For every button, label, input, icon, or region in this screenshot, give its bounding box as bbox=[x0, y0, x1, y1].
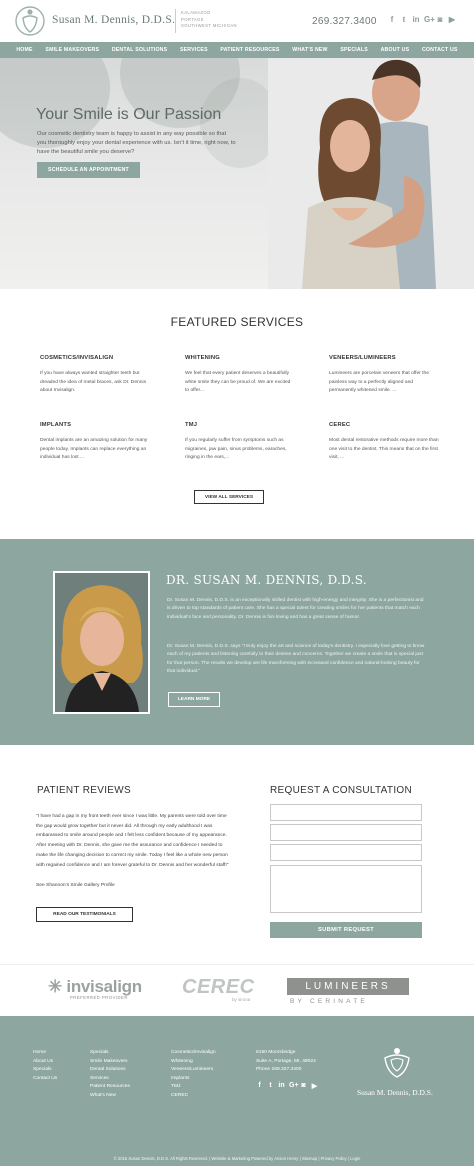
invisalign-subtitle: PREFERRED PROVIDER bbox=[70, 995, 128, 1000]
email-field[interactable] bbox=[270, 824, 422, 841]
tooth-heart-logo-icon[interactable] bbox=[14, 4, 46, 38]
service-title[interactable]: TMJ bbox=[185, 422, 198, 428]
view-all-services-button[interactable]: VIEW ALL SERVICES bbox=[194, 490, 264, 504]
nav-specials[interactable]: SPECIALS bbox=[340, 47, 368, 53]
smile-gallery-link[interactable]: See Shannon's Smile Gallery Profile bbox=[36, 883, 115, 888]
footer-logo-icon[interactable] bbox=[380, 1044, 414, 1080]
address-line: Suite A, Portage, MI, 49024 bbox=[256, 1058, 316, 1064]
footer-link[interactable]: Smile Makeovers bbox=[90, 1058, 128, 1064]
footer-link[interactable]: What's New bbox=[90, 1092, 116, 1098]
youtube-icon[interactable]: ▶ bbox=[311, 1083, 318, 1090]
service-title[interactable]: CEREC bbox=[329, 422, 351, 428]
footer-link[interactable]: Cosmetics/Invisalign bbox=[171, 1050, 216, 1055]
lumineers-logo[interactable]: LUMINEERS bbox=[287, 978, 409, 995]
locations-list bbox=[181, 10, 237, 30]
linkedin-icon[interactable]: in bbox=[278, 1082, 285, 1089]
header-divider bbox=[175, 9, 176, 33]
review-quote: "I have had a gap in my front teeth ever since I was little. My parents were told over time the gap would grow together but it never did. All through my early adulthood I was embarassed to smile around people and I felt less confident because of my appearance. After meeting with Dr. Dennis, she gave me the assurance and confidence I needed to make the life changing decision to correct my smile. Today I feel like a whole new person with regained confidence and I am forever grateful to Dr. Dennis and her wonderful staff!" bbox=[36, 814, 229, 868]
patient-reviews-title: PATIENT REVIEWS bbox=[37, 785, 131, 796]
copyright-text: © 2015 Susan Dennis, D.D.S. All Rights Reserved. | Website & Marketing Powered by Anson Henry | Sitemap | Privacy Policy | Login bbox=[113, 1156, 361, 1161]
nav-home[interactable]: HOME bbox=[16, 47, 33, 53]
youtube-icon[interactable]: ▶ bbox=[448, 15, 456, 24]
footer-link[interactable]: CEREC bbox=[171, 1092, 189, 1098]
facebook-icon[interactable]: f bbox=[258, 1082, 261, 1089]
nav-dental-solutions[interactable]: DENTAL SOLUTIONS bbox=[111, 47, 168, 53]
site-footer bbox=[0, 1016, 474, 1166]
partner-logos bbox=[0, 964, 474, 1016]
doctor-bio-1: Dr. Susan M. Dennis, D.D.S. is an exceptionally skilled dentist with high-energy and integrity. She is a perfectionist and is driven to top standards of patient care. She has a special talent for creating smiles for her patients that match each individual's face and personality. Dr. Dennis is fun-loving and has a great sense of humor. bbox=[167, 598, 424, 620]
service-text: If you regularly suffer from symptoms such as migraines, jaw pain, sinus problems, earaches, ringing in the ears,... bbox=[185, 438, 287, 460]
footer-link[interactable]: Contact Us bbox=[33, 1075, 58, 1081]
address-line[interactable]: Phone 269.327.3400 bbox=[256, 1067, 302, 1073]
service-text: Lumineers are porcelain veneers that offer the painless way to a perfectly aligned and permanently whitened smile. ... bbox=[329, 371, 429, 393]
social-links bbox=[388, 15, 456, 24]
service-title[interactable]: COSMETICS/INVISALIGN bbox=[40, 355, 114, 361]
nav-smile-makeovers[interactable]: SMILE MAKEOVERS bbox=[45, 47, 100, 53]
footer-link[interactable]: Implants bbox=[171, 1075, 190, 1081]
service-text: We feel that every patient deserves a beautifully white smile they can be proud of. We are excited to offer... bbox=[185, 371, 291, 393]
google-plus-icon[interactable]: G+ bbox=[289, 1082, 299, 1089]
nav-about-us[interactable]: ABOUT US bbox=[380, 47, 410, 53]
main-nav bbox=[0, 42, 474, 58]
service-card[interactable] bbox=[329, 422, 439, 463]
footer-link[interactable]: Home bbox=[33, 1050, 47, 1055]
schedule-appointment-button[interactable]: SCHEDULE AN APPOINTMENT bbox=[37, 162, 140, 178]
doctor-section bbox=[0, 539, 474, 745]
footer-link[interactable]: Patient Resources bbox=[90, 1084, 130, 1090]
linkedin-icon[interactable]: in bbox=[412, 15, 420, 24]
instagram-icon[interactable]: ◙ bbox=[437, 15, 443, 24]
nav-whats-new[interactable]: WHAT'S NEW bbox=[292, 47, 328, 53]
service-text: Dental implants are an amazing solution for many people today. Implants can replace everything an individual has lost ... bbox=[40, 438, 148, 460]
service-text: If you have always wanted straighter teeth but dreaded the idea of metal braces, ask Dr. Dennis about Invisalign. bbox=[40, 371, 147, 393]
nav-services[interactable]: SERVICES bbox=[179, 47, 208, 53]
footer-link[interactable]: Dental Solutions bbox=[90, 1067, 126, 1073]
twitter-icon[interactable]: t bbox=[269, 1082, 272, 1089]
footer-col-treatments bbox=[171, 1049, 216, 1101]
featured-services bbox=[0, 289, 474, 539]
lumineers-subtitle: BY CERINATE bbox=[290, 998, 368, 1005]
footer-link[interactable]: TMJ bbox=[171, 1084, 181, 1090]
site-header bbox=[0, 0, 474, 42]
read-testimonials-button[interactable]: READ OUR TESTIMONIALS bbox=[36, 907, 133, 922]
message-field[interactable] bbox=[270, 865, 422, 913]
invisalign-logo[interactable] bbox=[48, 977, 142, 1000]
service-card[interactable] bbox=[185, 355, 295, 396]
doctor-portrait bbox=[55, 573, 148, 712]
doctor-photo bbox=[53, 571, 150, 714]
doctor-bio-2: Dr. Susan M. Dennis, D.D.S. says "I truly enjoy the art and science of today's dentistry. I especially love getting to know each of my patients and listening carefully to their desires and concerns. Together we create a smile that is special just for that person. The results we develop are life transforming with increased confidence and natural-looking beauty for that individual." bbox=[167, 644, 425, 674]
nav-contact-us[interactable]: CONTACT US bbox=[421, 47, 458, 53]
name-field[interactable] bbox=[270, 804, 422, 821]
service-title[interactable]: IMPLANTS bbox=[40, 422, 72, 428]
footer-link[interactable]: Veneers/Lumineers bbox=[171, 1067, 214, 1073]
footer-brand-name: Susan M. Dennis, D.D.S. bbox=[357, 1088, 433, 1097]
couple-photo bbox=[268, 58, 474, 289]
hero-title: Your Smile is Our Passion bbox=[36, 106, 222, 123]
location-item: KALAMAZOO bbox=[181, 10, 211, 15]
brand-name[interactable]: Susan M. Dennis, D.D.S. bbox=[52, 14, 176, 26]
doctor-name: DR. SUSAN M. DENNIS, D.D.S. bbox=[166, 573, 368, 587]
google-plus-icon[interactable]: G+ bbox=[424, 15, 435, 24]
hero-text: Our cosmetic dentistry team is happy to assist in any way possible so that you thoroughly enjoy your dental experience with us. Isn't it time, right now, to have the beautiful smile you deserve? bbox=[37, 131, 236, 155]
footer-link[interactable]: Whitening bbox=[171, 1058, 193, 1064]
footer-link[interactable]: About Us bbox=[33, 1058, 54, 1064]
phone-field[interactable] bbox=[270, 844, 422, 861]
phone-number[interactable]: 269.327.3400 bbox=[312, 16, 377, 27]
footer-link[interactable]: Specials bbox=[90, 1050, 109, 1055]
service-title[interactable]: WHITENING bbox=[185, 355, 220, 361]
cerec-logo[interactable]: CEREC bbox=[182, 976, 255, 998]
facebook-icon[interactable]: f bbox=[390, 15, 394, 24]
service-card[interactable] bbox=[185, 422, 295, 463]
service-title[interactable]: VENEERS/LUMINEERS bbox=[329, 355, 396, 361]
hero-banner bbox=[0, 58, 474, 289]
footer-col-main bbox=[33, 1049, 57, 1083]
footer-link[interactable]: Specials bbox=[33, 1067, 52, 1073]
address-line: 8150 Moorsbridge bbox=[256, 1050, 296, 1055]
consultation-title: REQUEST A CONSULTATION bbox=[270, 785, 412, 796]
location-item: PORTAGE bbox=[181, 16, 204, 22]
cerec-subtitle: by sirona bbox=[232, 997, 251, 1002]
submit-request-button[interactable]: SUBMIT REQUEST bbox=[270, 922, 422, 938]
invisalign-wordmark: invisalign bbox=[66, 977, 142, 996]
reviews-consultation-section bbox=[0, 745, 474, 964]
footer-col-services bbox=[90, 1049, 130, 1101]
featured-services-title: FEATURED SERVICES bbox=[170, 315, 304, 329]
nav-patient-resources[interactable]: PATIENT RESOURCES bbox=[220, 47, 280, 53]
footer-social-links bbox=[256, 1082, 318, 1090]
location-item: SOUTHWEST MICHIGAN bbox=[181, 23, 237, 28]
service-card[interactable] bbox=[40, 422, 150, 463]
footer-link[interactable]: Services bbox=[90, 1075, 109, 1081]
learn-more-button[interactable]: LEARN MORE bbox=[168, 692, 220, 707]
footer-address bbox=[256, 1049, 316, 1075]
service-card[interactable] bbox=[329, 355, 439, 396]
twitter-icon[interactable]: t bbox=[402, 15, 406, 24]
instagram-icon[interactable]: ◙ bbox=[301, 1082, 306, 1089]
service-text: Most dental restorative methods require more than one visit to the dentist. This means that on the first visit, ... bbox=[329, 438, 439, 460]
service-card[interactable] bbox=[40, 355, 150, 396]
invisalign-star-icon: ✳ bbox=[48, 977, 62, 996]
